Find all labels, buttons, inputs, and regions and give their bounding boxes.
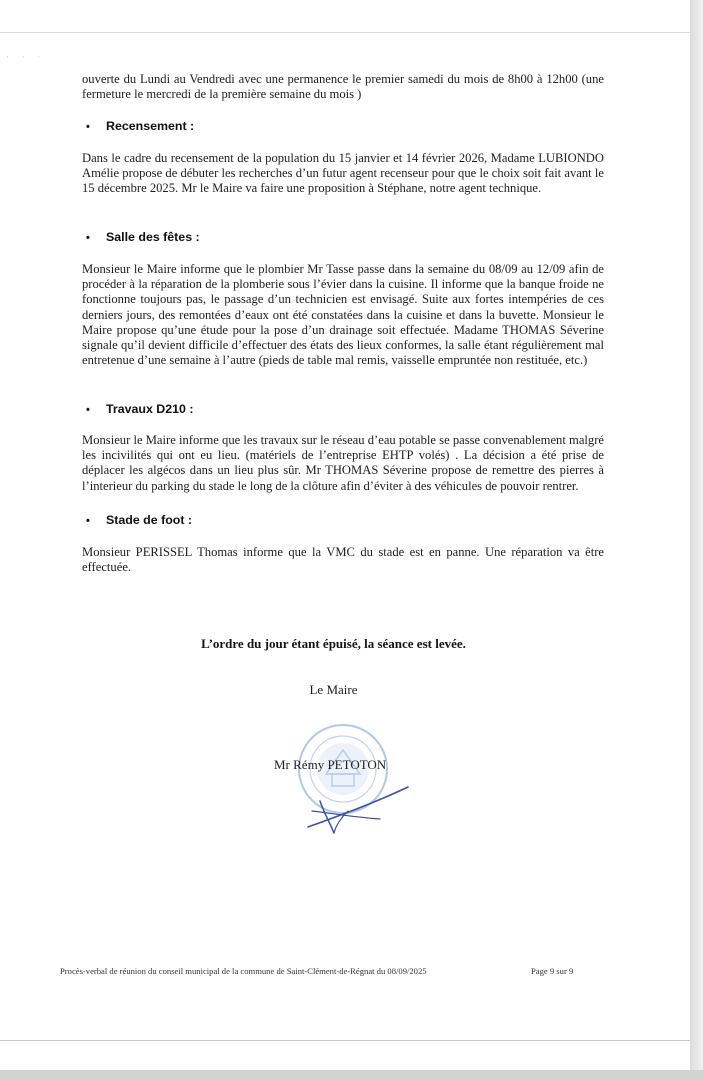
recensement-paragraph: Dans le cadre du recensement de la population du 15 janvier et 14 février 2026, Madame LUBIONDO Amélie propose de débuter les recherches d’un futur agent recenseur pour que le choix soit fait avant le 15 décembre 2025. Mr le Maire va faire une proposition à Stéphane, notre agent technique. — [82, 151, 604, 196]
bullet-icon: • — [86, 515, 90, 527]
heading-stade-de-foot — [86, 513, 192, 527]
bullet-icon: • — [86, 121, 90, 133]
heading-text: Travaux D210 : — [106, 402, 194, 416]
signature-title: Le Maire — [309, 682, 358, 697]
heading-text: Salle des fêtes : — [106, 230, 200, 244]
bottom-divider — [0, 1040, 690, 1041]
footer-reference: Procès-verbal de réunion du conseil municipal de la commune de Saint-Clément-de-Régnat du 08/09/2025 — [60, 966, 427, 976]
page-edge-shadow — [690, 0, 703, 1080]
handwritten-signature-icon — [290, 775, 420, 845]
page-number: Page 9 sur 9 — [531, 966, 574, 976]
salle-paragraph: Monsieur le Maire informe que le plombier Mr Tasse passe dans la semaine du 08/09 au 12/09 afin de procéder à la réparation de la plomberie sous l’évier dans la cuisine. Il informe que la banque froide ne fonctionne toujours pas, le passage d’un technicien est envisagé. Suite aux fortes intempéries de ces derniers jours, des remontées d’eaux ont été constatées dans la cuisine et dans la buvette. Monsieur le Maire propose qu’une étude pour la pose d’un drainage soit effectuée. Madame THOMAS Séverine signale qu’il devient difficile d’effectuer des états des lieux conformes, la salle étant régulièrement mal entretenue d’une semaine à l’autre (pieds de table mal remis, vaisselle empruntée non restituée, etc.) — [82, 262, 604, 368]
heading-salle-des-fetes — [86, 230, 200, 244]
heading-text: Stade de foot : — [106, 513, 193, 527]
signer-name: Mr Rémy PETOTON — [274, 757, 387, 772]
closing-statement: L’ordre du jour étant épuisé, la séance est levée. — [201, 636, 466, 651]
bullet-icon: • — [86, 404, 90, 416]
bullet-icon: • — [86, 232, 90, 244]
stade-paragraph: Monsieur PERISSEL Thomas informe que la VMC du stade est en panne. Une réparation va être effectuée. — [82, 545, 604, 575]
bottom-edge — [0, 1070, 703, 1080]
heading-travaux-d210 — [86, 402, 193, 416]
travaux-paragraph: Monsieur le Maire informe que les travaux sur le réseau d’eau potable se passe convenablement malgré les incivilités qui ont eu lieu. (matériels de l’entreprise EHTP volés) . La décision a été prise de déplacer les algécos dans un lieu plus sûr. Mr THOMAS Séverine propose de remettre des pierres à l’interieur du parking du stade le long de la clôture afin d’éviter à des véhicules de pouvoir rentrer. — [82, 433, 604, 493]
heading-recensement — [86, 119, 194, 133]
intro-paragraph: ouverte du Lundi au Vendredi avec une permanence le premier samedi du mois de 8h00 à 12h00 (une fermeture le mercredi de la première semaine du mois ) — [82, 72, 604, 102]
top-divider — [0, 32, 690, 33]
heading-text: Recensement : — [106, 119, 195, 133]
corner-marks: · · · — [6, 53, 46, 63]
